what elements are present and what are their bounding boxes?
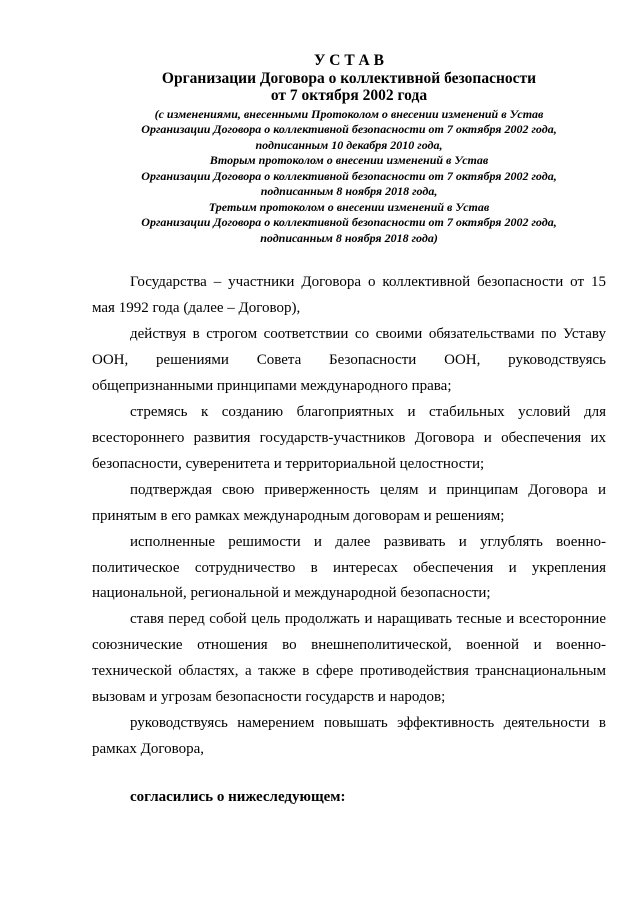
preamble-paragraph-2: действуя в строгом соответствии со своими обязательствами по Уставу ООН, решениями Совета Безопасности ООН, руководствуясь общепризнанными принципами международного права; [92, 326, 606, 394]
amendment-line: Организации Договора о коллективной безопасности от 7 октября 2002 года, [141, 215, 557, 230]
document-body [92, 270, 606, 811]
title-line-1: У С Т А В [314, 52, 384, 69]
title-line-3: от 7 октября 2002 года [270, 87, 428, 105]
amendment-line: (с изменениями, внесенными Протоколом о внесении изменений в Устав [154, 106, 544, 121]
amendment-line: Вторым протоколом о внесении изменений в Устав [209, 153, 489, 168]
amendment-line: подписанным 8 ноября 2018 года) [260, 230, 438, 245]
preamble-paragraph-6: ставя перед собой цель продолжать и наращивать тесные и всесторонние союзнические отношения во внешнеполитической, военной и военно-технической областях, а также в сфере противодействия транснациональным вызовам и угрозам безопасности государств и народов; [92, 611, 606, 706]
preamble-paragraph-7: руководствуясь намерением повышать эффективность деятельности в рамках Договора, [92, 715, 606, 758]
amendments-note [92, 107, 606, 246]
amendment-line: Третьим протоколом о внесении изменений в Устав [208, 199, 490, 214]
preamble-paragraph-5: исполненные решимости и далее развивать и углублять военно-политическое сотрудничество в интересах обеспечения и укрепления национальной, региональной и международной безопасности; [92, 533, 606, 602]
amendment-line: Организации Договора о коллективной безопасности от 7 октября 2002 года, [141, 168, 557, 183]
preamble-paragraph-3: стремясь к созданию благоприятных и стабильных условий для всестороннего развития государств-участников Договора и обеспечения их безопасности, суверенитета и территориальной целостности; [92, 403, 606, 472]
title-line-2: Организации Договора о коллективной безопасности [161, 69, 537, 87]
preamble-paragraph-4: подтверждая свою приверженность целям и принципам Договора и принятым в его рамках международным договорам и решениям; [92, 481, 606, 524]
amendment-line: Организации Договора о коллективной безопасности от 7 октября 2002 года, [141, 122, 557, 137]
document-title [92, 52, 606, 105]
amendment-line: подписанным 10 декабря 2010 года, [255, 137, 443, 152]
amendment-line: подписанным 8 ноября 2018 года, [260, 184, 438, 199]
preamble-paragraph-1: Государства – участники Договора о коллективной безопасности от 15 мая 1992 года (далее – Договор), [92, 274, 606, 317]
closing-statement: согласились о нижеследующем: [130, 789, 346, 805]
